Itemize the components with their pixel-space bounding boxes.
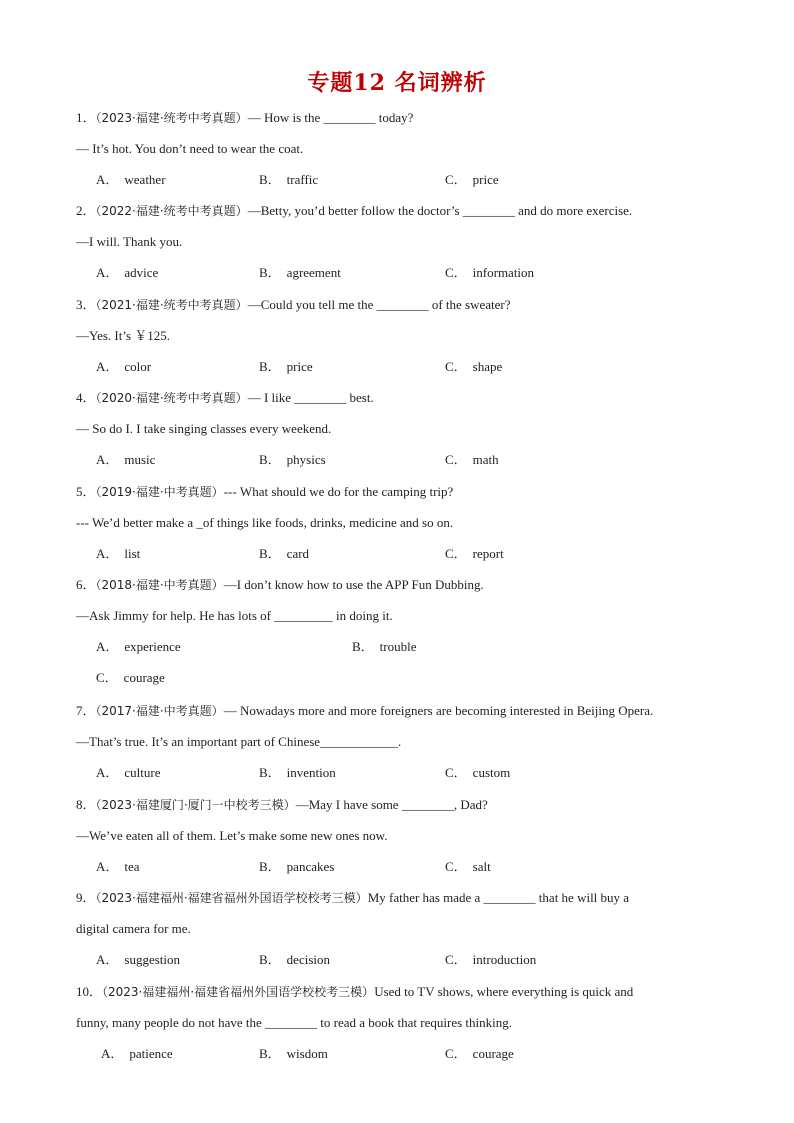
question-source: （2023·福建·统考中考真题） — [95, 111, 248, 125]
option-letter: C． — [445, 359, 467, 374]
option-text: salt — [472, 859, 491, 874]
question-number: 5． — [76, 484, 96, 499]
answer-option[interactable] — [445, 952, 536, 968]
answer-option[interactable] — [445, 859, 491, 875]
option-letter: C． — [445, 952, 467, 967]
option-text: introduction — [472, 952, 537, 967]
answer-option[interactable] — [259, 172, 318, 188]
question-reply: --- We’d better make a _of things like foods, drinks, medicine and so on. — [76, 515, 454, 530]
answer-option[interactable] — [259, 546, 309, 562]
question-text: — How is the ________ today? — [247, 110, 414, 125]
answer-option[interactable] — [96, 952, 180, 968]
answer-option[interactable] — [96, 639, 181, 655]
option-text: custom — [472, 765, 511, 780]
option-letter: C． — [445, 859, 467, 874]
option-letter: A． — [96, 172, 119, 187]
question-number: 7． — [76, 703, 96, 718]
option-text: card — [286, 546, 310, 561]
question-number: 9． — [76, 890, 96, 905]
option-text: tea — [124, 859, 140, 874]
option-text: wisdom — [286, 1046, 328, 1061]
question-text: — I like ________ best. — [247, 390, 374, 405]
option-letter: C． — [445, 765, 467, 780]
question-text: — Nowadays more and more foreigners are becoming interested in Beijing Opera. — [223, 703, 654, 718]
option-letter: C． — [96, 670, 118, 685]
option-letter: A． — [96, 452, 119, 467]
question-source: （2023·福建厦门·厦门一中校考三模） — [95, 798, 296, 812]
option-letter: B． — [259, 765, 281, 780]
answer-option[interactable] — [101, 1046, 173, 1062]
option-letter: A． — [96, 639, 119, 654]
question-number: 4． — [76, 390, 96, 405]
option-text: experience — [124, 639, 181, 654]
option-text: pancakes — [286, 859, 335, 874]
option-text: culture — [124, 765, 161, 780]
answer-option[interactable] — [96, 172, 166, 188]
question-text: —I don’t know how to use the APP Fun Dubbing. — [223, 577, 484, 592]
question-text: —Betty, you’d better follow the doctor’s ________ and do more exercise. — [247, 203, 633, 218]
question-source: （2023·福建福州·福建省福州外国语学校校考三模） — [102, 985, 375, 999]
option-letter: A． — [96, 359, 119, 374]
question-stem — [76, 390, 374, 406]
question-stem — [76, 703, 653, 719]
question-reply: —Ask Jimmy for help. He has lots of _________ in doing it. — [76, 608, 393, 623]
question-reply: funny, many people do not have the ________ to read a book that requires thinking. — [76, 1015, 513, 1030]
option-letter: A． — [96, 859, 119, 874]
answer-option[interactable] — [96, 359, 151, 375]
option-text: decision — [286, 952, 330, 967]
question-stem — [76, 297, 511, 313]
option-text: weather — [124, 172, 166, 187]
answer-option[interactable] — [445, 546, 504, 562]
question-reply: digital camera for me. — [76, 921, 191, 936]
question-text: Used to TV shows, where everything is quick and — [374, 984, 634, 999]
answer-option[interactable] — [445, 765, 510, 781]
option-text: color — [124, 359, 152, 374]
option-text: list — [124, 546, 141, 561]
option-letter: A． — [96, 265, 119, 280]
option-letter: B． — [259, 546, 281, 561]
answer-option[interactable] — [259, 359, 313, 375]
option-letter: B． — [259, 452, 281, 467]
option-letter: C． — [445, 452, 467, 467]
question-number: 1． — [76, 110, 96, 125]
option-text: price — [472, 172, 499, 187]
question-stem — [76, 797, 488, 813]
question-reply: — So do I. I take singing classes every weekend. — [76, 421, 332, 436]
question-stem — [76, 984, 633, 1000]
answer-option[interactable] — [96, 546, 140, 562]
option-letter: C． — [445, 172, 467, 187]
option-text: music — [124, 452, 156, 467]
answer-option[interactable] — [445, 1046, 514, 1062]
question-reply: — It’s hot. You don’t need to wear the coat. — [76, 141, 304, 156]
answer-option[interactable] — [96, 859, 140, 875]
question-stem — [76, 890, 629, 906]
question-source: （2022·福建·统考中考真题） — [95, 204, 248, 218]
answer-option[interactable] — [445, 452, 499, 468]
answer-option[interactable] — [96, 670, 165, 686]
question-source: （2018·福建·中考真题） — [95, 578, 224, 592]
option-text: patience — [129, 1046, 173, 1061]
option-text: information — [472, 265, 535, 280]
option-letter: A． — [96, 546, 119, 561]
question-text: —Could you tell me the ________ of the sweater? — [247, 297, 511, 312]
answer-option[interactable] — [445, 359, 502, 375]
option-letter: B． — [259, 859, 281, 874]
answer-option[interactable] — [259, 765, 336, 781]
option-text: courage — [472, 1046, 514, 1061]
question-stem — [76, 484, 453, 500]
option-letter: A． — [101, 1046, 124, 1061]
answer-option[interactable] — [445, 265, 534, 281]
option-text: shape — [472, 359, 503, 374]
question-reply: —Yes. It’s ￥125. — [76, 328, 171, 343]
answer-option[interactable] — [96, 765, 160, 781]
page-title: 专题12 名词辨析 — [307, 70, 487, 96]
question-source: （2021·福建·统考中考真题） — [95, 298, 248, 312]
question-text: --- What should we do for the camping trip? — [223, 484, 454, 499]
answer-option[interactable] — [96, 265, 158, 281]
option-text: suggestion — [124, 952, 181, 967]
option-text: agreement — [286, 265, 341, 280]
question-number: 6． — [76, 577, 96, 592]
question-reply: —We’ve eaten all of them. Let’s make some new ones now. — [76, 828, 388, 843]
question-source: （2019·福建·中考真题） — [95, 485, 224, 499]
question-source: （2017·福建·中考真题） — [95, 704, 224, 718]
option-text: physics — [286, 452, 326, 467]
question-number: 8． — [76, 797, 96, 812]
option-text: report — [472, 546, 504, 561]
option-text: traffic — [286, 172, 319, 187]
option-letter: C． — [445, 265, 467, 280]
question-source: （2023·福建福州·福建省福州外国语学校校考三模） — [95, 891, 368, 905]
question-text: —May I have some ________, Dad? — [295, 797, 488, 812]
answer-option[interactable] — [259, 452, 326, 468]
question-text: My father has made a ________ that he will buy a — [367, 890, 630, 905]
question-stem — [76, 110, 413, 126]
question-reply: —I will. Thank you. — [76, 234, 183, 249]
answer-option[interactable] — [445, 172, 499, 188]
question-number: 2． — [76, 203, 96, 218]
question-source: （2020·福建·统考中考真题） — [95, 391, 248, 405]
question-reply: —That’s true. It’s an important part of Chinese____________. — [76, 734, 402, 749]
option-letter: B． — [259, 359, 281, 374]
option-letter: B． — [259, 1046, 281, 1061]
option-letter: A． — [96, 952, 119, 967]
question-number: 3． — [76, 297, 96, 312]
option-text: math — [472, 452, 499, 467]
option-text: invention — [286, 765, 336, 780]
option-letter: A． — [96, 765, 119, 780]
option-letter: B． — [259, 952, 281, 967]
option-text: advice — [124, 265, 159, 280]
option-text: price — [286, 359, 313, 374]
question-stem — [76, 203, 632, 219]
option-letter: B． — [259, 172, 281, 187]
option-text: trouble — [379, 639, 417, 654]
option-letter: B． — [352, 639, 374, 654]
answer-option[interactable] — [352, 639, 417, 655]
answer-option[interactable] — [259, 1046, 328, 1062]
answer-option[interactable] — [259, 952, 330, 968]
answer-option[interactable] — [259, 859, 334, 875]
question-number: 10． — [76, 984, 103, 999]
option-letter: C． — [445, 546, 467, 561]
question-stem — [76, 577, 484, 593]
answer-option[interactable] — [259, 265, 341, 281]
option-letter: C． — [445, 1046, 467, 1061]
option-text: courage — [123, 670, 165, 685]
option-letter: B． — [259, 265, 281, 280]
answer-option[interactable] — [96, 452, 155, 468]
